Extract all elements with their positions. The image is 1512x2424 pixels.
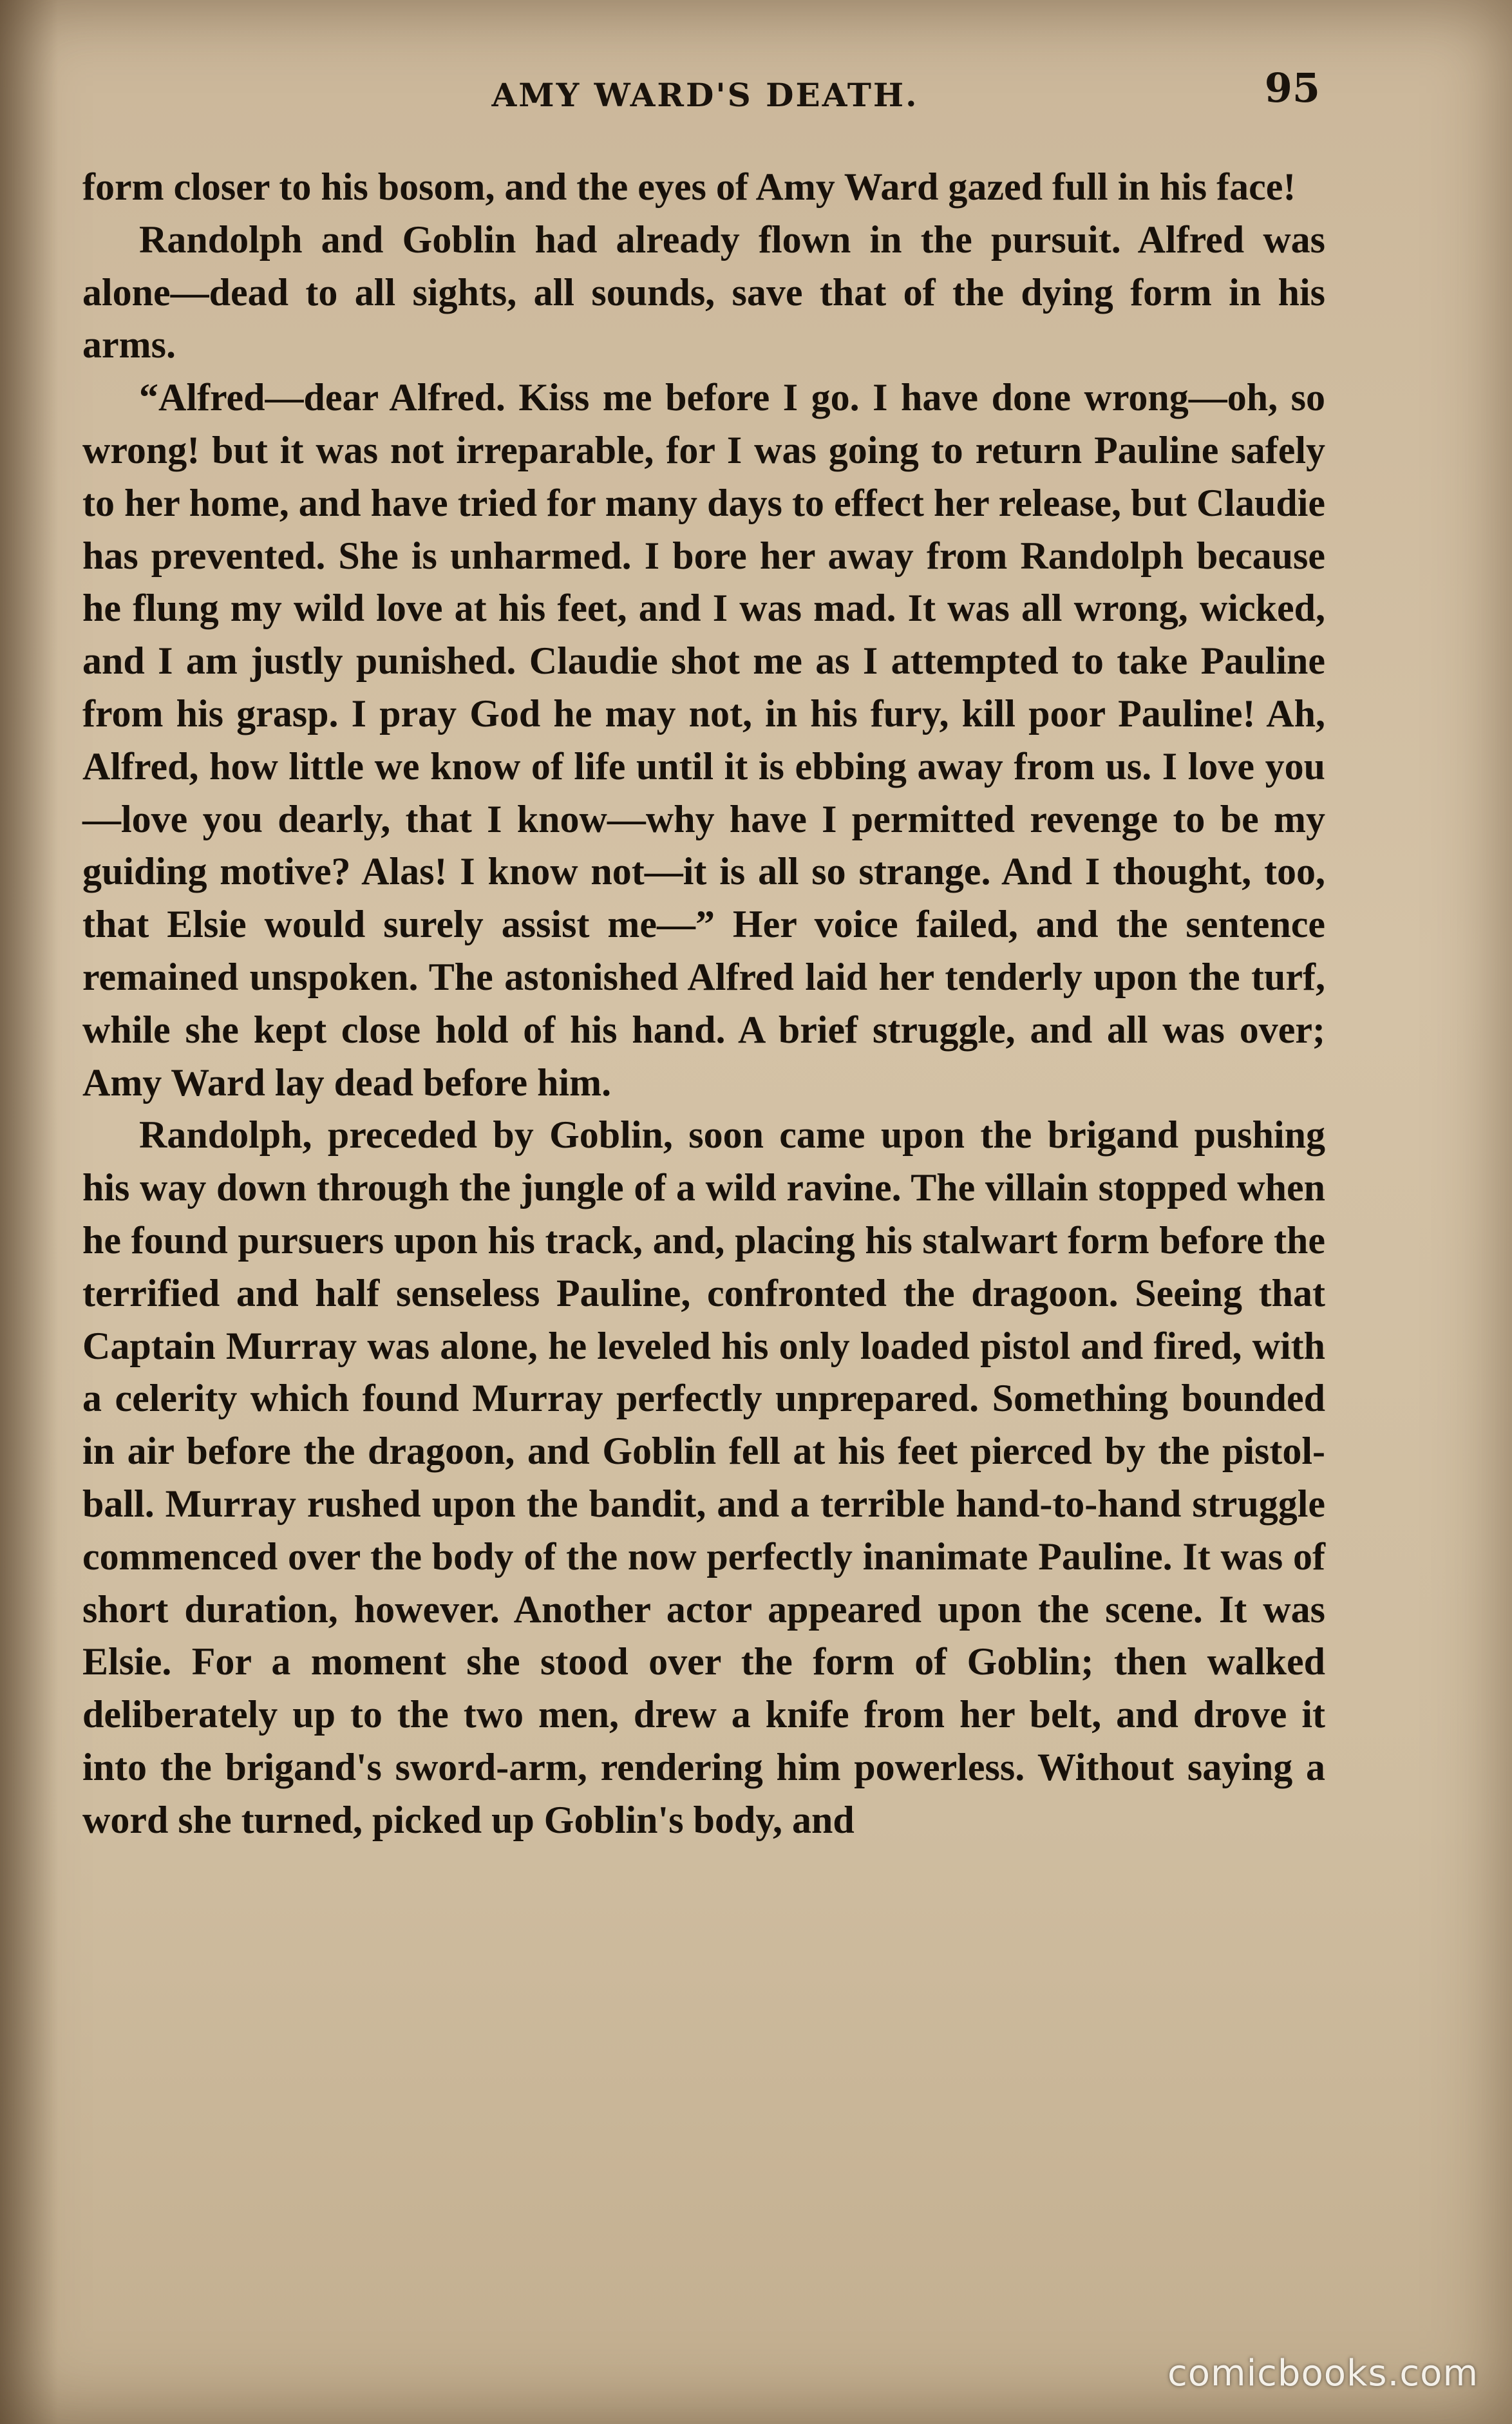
watermark-logo: comicbooks.com bbox=[1167, 2353, 1479, 2394]
paragraph-amy-speech: “Alfred—dear Alfred. Kiss me before I go. I have done wrong—oh, so wrong! but it was not irreparable, for I was going to return Pauline safely to her home, and have tried for many days to effect her release, but Claudie has prevented. She is unharmed. I bore her away from Randolph because he flung my wild love at his feet, and I was mad. It was all wrong, wicked, and I am justly punished. Claudie shot me as I attempted to take Pauline from his grasp. I pray God he may not, in his fury, kill poor Pauline! Ah, Alfred, how little we know of life until it is ebbing away from us. I love you—love you dearly, that I know—why have I permitted revenge to be my guiding motive? Alas! I know not—it is all so strange. And I thought, too, that Elsie would surely assist me—” Her voice failed, and the sentence remained unspoken. The astonished Alfred laid her tenderly upon the turf, while she kept close hold of his hand. A brief struggle, and all was over; Amy Ward lay dead before him. bbox=[82, 376, 1325, 1104]
page-header bbox=[90, 64, 1320, 135]
body-text bbox=[82, 161, 1325, 2260]
paragraph-continued: form closer to his bosom, and the eyes of Amy Ward gazed full in his face! bbox=[82, 166, 1296, 208]
running-title: AMY WARD'S DEATH. bbox=[491, 76, 919, 114]
page-number: 95 bbox=[1264, 64, 1320, 111]
paragraph: Randolph, preceded by Goblin, soon came upon the brigand pushing his way down through the jungle of a wild ravine. The villain stopped when he found pursuers upon his track, and, placing his stalwart form before the terrified and half senseless Pauline, confronted the dragoon. Seeing that Captain Murray was alone, he leveled his only loaded pistol and fired, with a celerity which found Murray perfectly unprepared. Something bounded in air before the dragoon, and Goblin fell at his feet pierced by the pistol-ball. Murray rushed upon the bandit, and a terrible hand-to-hand struggle commenced over the body of the now perfectly inanimate Pauline. It was of short duration, however. Another actor appeared upon the scene. It was Elsie. For a moment she stood over the form of Goblin; then walked deliberately up to the two men, drew a knife from her belt, and drove it into the brigand's sword-arm, rendering him powerless. Without saying a word she turned, picked up Goblin's body, and bbox=[82, 1113, 1325, 1841]
page-gutter-shadow bbox=[0, 0, 58, 2424]
paragraph: Randolph and Goblin had already flown in the pursuit. Alfred was alone—dead to all sights, all sounds, save that of the dying form in his arms. bbox=[82, 218, 1325, 366]
